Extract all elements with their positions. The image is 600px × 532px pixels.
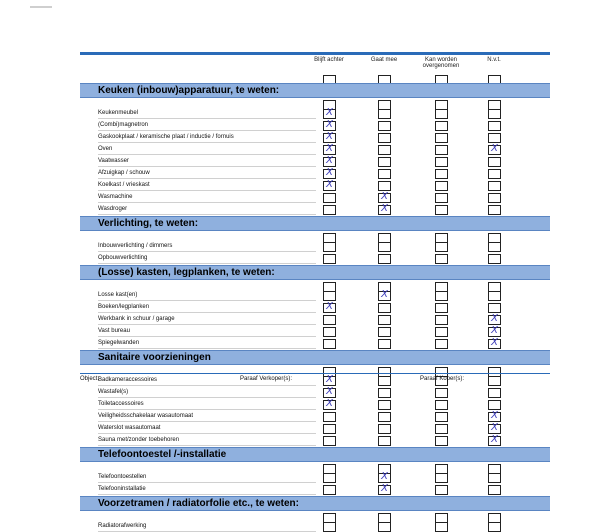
checklist-row xyxy=(80,337,550,349)
checkbox[interactable] xyxy=(435,169,448,179)
checkbox[interactable] xyxy=(435,242,448,252)
checkbox[interactable] xyxy=(488,436,501,446)
checklist-row xyxy=(80,143,550,155)
checkbox[interactable] xyxy=(323,473,336,483)
footer xyxy=(80,373,550,386)
checklist-row xyxy=(80,131,550,143)
footer-object-label: Object: xyxy=(80,376,100,382)
checkbox[interactable] xyxy=(323,169,336,179)
check-mark: X xyxy=(491,313,498,324)
checkbox[interactable] xyxy=(488,169,501,179)
checkbox[interactable] xyxy=(435,303,448,313)
checkbox[interactable] xyxy=(323,291,336,301)
item-label: Veiligheidsschakelaar wasautomaat xyxy=(98,410,316,422)
check-mark: X xyxy=(381,483,388,494)
item-label: Losse kast(en) xyxy=(98,289,316,301)
checkbox[interactable] xyxy=(435,436,448,446)
header-checkbox-row xyxy=(80,73,550,82)
checkbox[interactable] xyxy=(323,400,336,410)
item-label: Spiegelwanden xyxy=(98,337,316,349)
checkbox[interactable] xyxy=(378,400,391,410)
checkbox[interactable] xyxy=(323,424,336,434)
check-mark: X xyxy=(491,143,498,154)
checkbox[interactable] xyxy=(488,242,501,252)
checklist-row xyxy=(80,155,550,167)
section-checkbox-row xyxy=(80,231,550,240)
checkbox[interactable] xyxy=(435,109,448,119)
column-header-blijft-achter: Blijft achter xyxy=(314,57,344,63)
checkbox[interactable] xyxy=(435,181,448,191)
column-header-gaat-mee: Gaat mee xyxy=(370,57,398,63)
checkbox[interactable] xyxy=(488,303,501,313)
checkbox[interactable] xyxy=(435,522,448,532)
checklist-row xyxy=(80,179,550,191)
checkbox[interactable] xyxy=(435,133,448,143)
checkbox[interactable] xyxy=(488,424,501,434)
sections xyxy=(80,83,550,532)
check-mark: X xyxy=(491,325,498,336)
scan-artifact xyxy=(30,6,52,8)
check-mark: X xyxy=(326,131,333,142)
checkbox[interactable] xyxy=(435,193,448,203)
checkbox[interactable] xyxy=(435,400,448,410)
check-mark: X xyxy=(491,410,498,421)
item-label: Telefoontoestellen xyxy=(98,471,316,483)
section-title: Sanitaire voorzieningen xyxy=(98,352,211,363)
checklist-row xyxy=(80,313,550,325)
checkbox[interactable] xyxy=(488,473,501,483)
checkbox[interactable] xyxy=(435,205,448,215)
checkbox[interactable] xyxy=(323,388,336,398)
checkbox[interactable] xyxy=(323,254,336,264)
check-mark: X xyxy=(491,422,498,433)
item-label: Vast bureau xyxy=(98,325,316,337)
checkbox[interactable] xyxy=(488,254,501,264)
checkbox[interactable] xyxy=(435,412,448,422)
item-label: (Combi)magnetron xyxy=(98,119,316,131)
section-checkbox-row xyxy=(80,98,550,107)
checkbox[interactable] xyxy=(435,157,448,167)
checklist-row xyxy=(80,325,550,337)
section-header xyxy=(80,83,550,98)
checklist-row xyxy=(80,203,550,215)
checklist-row xyxy=(80,386,550,398)
checklist-row xyxy=(80,520,550,532)
checkbox[interactable] xyxy=(488,181,501,191)
checklist-row xyxy=(80,289,550,301)
checkbox[interactable] xyxy=(435,327,448,337)
item-label: Waterslot wasautomaat xyxy=(98,422,316,434)
item-label: Sauna met/zonder toebehoren xyxy=(98,434,316,446)
check-mark: X xyxy=(381,289,388,300)
checklist-row xyxy=(80,252,550,264)
item-label: Koelkast / vrieskast xyxy=(98,179,316,191)
checkbox[interactable] xyxy=(378,291,391,301)
checkbox[interactable] xyxy=(323,193,336,203)
checkbox[interactable] xyxy=(378,339,391,349)
checkbox[interactable] xyxy=(435,291,448,301)
section-header xyxy=(80,216,550,231)
item-label: Vaatwasser xyxy=(98,155,316,167)
column-header-nvt: N.v.t. xyxy=(487,57,501,63)
checkbox[interactable] xyxy=(488,388,501,398)
section-title: (Losse) kasten, legplanken, te weten: xyxy=(98,267,275,278)
item-label: Werkbank in schuur / garage xyxy=(98,313,316,325)
checkbox[interactable] xyxy=(378,133,391,143)
checklist-row xyxy=(80,301,550,313)
check-mark: X xyxy=(381,191,388,202)
item-label: Toiletaccessoires xyxy=(98,398,316,410)
footer-seller-initials-label: Paraaf Verkoper(s): xyxy=(240,376,293,382)
checkbox[interactable] xyxy=(378,436,391,446)
column-headers xyxy=(80,55,550,73)
checkbox[interactable] xyxy=(323,181,336,191)
checkbox[interactable] xyxy=(435,473,448,483)
checkbox[interactable] xyxy=(323,145,336,155)
check-mark: X xyxy=(381,203,388,214)
section-title: Voorzetramen / radiatorfolie etc., te weten: xyxy=(98,498,299,509)
checkbox[interactable] xyxy=(488,145,501,155)
section-checkbox-row xyxy=(80,462,550,471)
column-header-kan-worden-overgenomen: Kan worden overgenomen xyxy=(422,57,460,69)
checkbox[interactable] xyxy=(435,145,448,155)
check-mark: X xyxy=(491,337,498,348)
checkbox[interactable] xyxy=(488,205,501,215)
checkbox[interactable] xyxy=(488,485,501,495)
checkbox[interactable] xyxy=(435,485,448,495)
checkbox[interactable] xyxy=(378,205,391,215)
checkbox[interactable] xyxy=(488,339,501,349)
checkbox[interactable] xyxy=(488,412,501,422)
checkbox[interactable] xyxy=(378,254,391,264)
checkbox[interactable] xyxy=(378,242,391,252)
checkbox[interactable] xyxy=(488,315,501,325)
checkbox[interactable] xyxy=(323,121,336,131)
checkbox[interactable] xyxy=(378,193,391,203)
item-label: Gaskookplaat / keramische plaat / inductie / fornuis xyxy=(98,131,316,143)
check-mark: X xyxy=(381,471,388,482)
checkbox[interactable] xyxy=(323,303,336,313)
checkbox[interactable] xyxy=(435,424,448,434)
section-header xyxy=(80,496,550,511)
checklist-row xyxy=(80,191,550,203)
checkbox[interactable] xyxy=(378,485,391,495)
checklist-row xyxy=(80,483,550,495)
checkbox[interactable] xyxy=(435,315,448,325)
item-label: Afzuigkap / schouw xyxy=(98,167,316,179)
check-mark: X xyxy=(326,374,333,385)
item-label: Telefooninstallatie xyxy=(98,483,316,495)
section-title: Verlichting, te weten: xyxy=(98,218,199,229)
section-header xyxy=(80,350,550,365)
checkbox[interactable] xyxy=(378,157,391,167)
checkbox[interactable] xyxy=(323,327,336,337)
checkbox[interactable] xyxy=(435,121,448,131)
checklist-row xyxy=(80,119,550,131)
item-label: Wasmachine xyxy=(98,191,316,203)
checkbox[interactable] xyxy=(488,193,501,203)
item-label: Keukenmeubel xyxy=(98,107,316,119)
checkbox[interactable] xyxy=(323,133,336,143)
item-label: Wastafel(s) xyxy=(98,386,316,398)
check-mark: X xyxy=(326,179,333,190)
checklist-row xyxy=(80,410,550,422)
check-mark: X xyxy=(326,107,333,118)
checkbox[interactable] xyxy=(435,339,448,349)
checklist-row xyxy=(80,422,550,434)
item-label: Opbouwverlichting xyxy=(98,252,316,264)
check-mark: X xyxy=(326,386,333,397)
checkbox[interactable] xyxy=(378,473,391,483)
checkbox[interactable] xyxy=(488,522,501,532)
checkbox[interactable] xyxy=(378,315,391,325)
checkbox[interactable] xyxy=(378,424,391,434)
footer-buyer-initials-label: Paraaf Koper(s): xyxy=(420,376,465,382)
checklist-row xyxy=(80,240,550,252)
checkbox[interactable] xyxy=(378,522,391,532)
checkbox[interactable] xyxy=(435,254,448,264)
checkbox[interactable] xyxy=(488,121,501,131)
checkbox[interactable] xyxy=(378,303,391,313)
checkbox[interactable] xyxy=(323,339,336,349)
item-label: Boeken/legplanken xyxy=(98,301,316,313)
checklist-row xyxy=(80,471,550,483)
checkbox[interactable] xyxy=(378,388,391,398)
checklist-sheet xyxy=(80,52,550,532)
checklist-row xyxy=(80,167,550,179)
check-mark: X xyxy=(326,119,333,130)
checkbox[interactable] xyxy=(378,327,391,337)
checkbox[interactable] xyxy=(323,157,336,167)
item-label: Badkameraccessoires xyxy=(98,374,316,386)
checkbox[interactable] xyxy=(378,169,391,179)
checkbox[interactable] xyxy=(378,145,391,155)
checkbox[interactable] xyxy=(488,400,501,410)
check-mark: X xyxy=(326,301,333,312)
checklist-row xyxy=(80,434,550,446)
checkbox[interactable] xyxy=(378,412,391,422)
section-title: Telefoontoestel /-installatie xyxy=(98,449,227,460)
checkbox[interactable] xyxy=(323,205,336,215)
item-label: Inbouwverlichting / dimmers xyxy=(98,240,316,252)
checkbox[interactable] xyxy=(323,242,336,252)
checkbox[interactable] xyxy=(323,436,336,446)
checkbox[interactable] xyxy=(323,315,336,325)
checkbox[interactable] xyxy=(435,388,448,398)
item-label: Oven xyxy=(98,143,316,155)
section-header xyxy=(80,447,550,462)
section-header xyxy=(80,265,550,280)
check-mark: X xyxy=(326,167,333,178)
section-title: Keuken (inbouw)apparatuur, te weten: xyxy=(98,85,280,96)
check-mark: X xyxy=(491,434,498,445)
item-label: Radiatorafwerking xyxy=(98,520,316,532)
checkbox[interactable] xyxy=(323,109,336,119)
checkbox[interactable] xyxy=(323,412,336,422)
checkbox[interactable] xyxy=(378,121,391,131)
check-mark: X xyxy=(326,155,333,166)
check-mark: X xyxy=(326,143,333,154)
checkbox[interactable] xyxy=(488,157,501,167)
check-mark: X xyxy=(326,398,333,409)
item-label: Wasdroger xyxy=(98,203,316,215)
checkbox[interactable] xyxy=(378,181,391,191)
section-checkbox-row xyxy=(80,511,550,520)
checkbox[interactable] xyxy=(488,327,501,337)
checkbox[interactable] xyxy=(488,291,501,301)
checkbox[interactable] xyxy=(323,485,336,495)
checkbox[interactable] xyxy=(488,133,501,143)
section-checkbox-row xyxy=(80,280,550,289)
checkbox[interactable] xyxy=(378,109,391,119)
checkbox[interactable] xyxy=(323,522,336,532)
checkbox[interactable] xyxy=(488,109,501,119)
checklist-row xyxy=(80,107,550,119)
